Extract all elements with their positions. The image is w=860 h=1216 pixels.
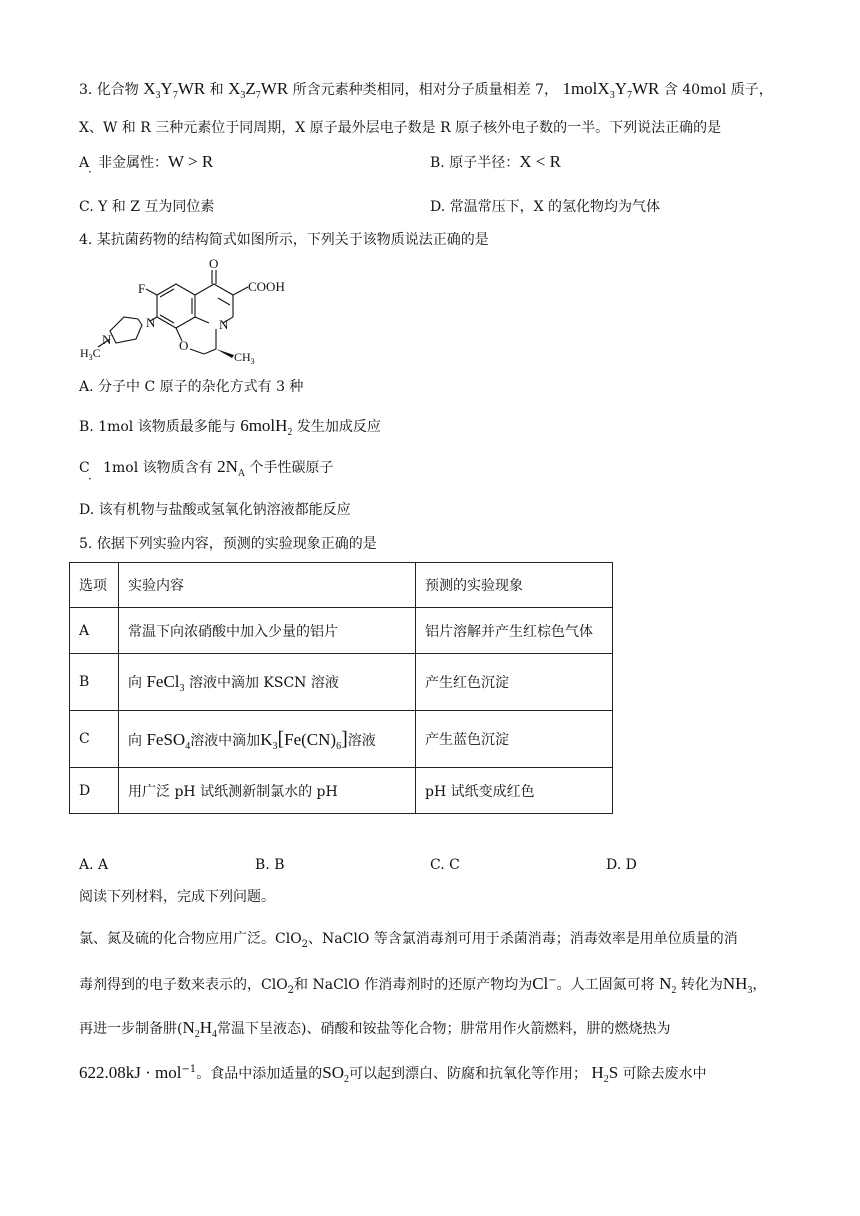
q3-option-d: D. 常温常压下，X 的氢化物均为气体: [430, 199, 661, 215]
q5-answer-d: D. D: [606, 857, 637, 873]
q5-answer-a: A. A: [79, 857, 109, 873]
table-row: C 向 FeSO$_4$溶液中滴加$K_3[Fe(CN)_6]$溶液 产生蓝色沉淀: [70, 711, 613, 768]
label-n-methyl: N: [102, 332, 112, 347]
label-f: F: [138, 281, 146, 296]
q3-option-a: A 非金属性：W > R: [79, 152, 214, 171]
label-o: O: [209, 256, 219, 271]
label-ch3: $CH_3$: [234, 350, 255, 366]
formula-x3y7wr: $X_3Y_7WR$: [143, 79, 206, 101]
header-content: 实验内容: [119, 563, 416, 608]
q3-option-c: C. Y 和 Z 互为同位素: [79, 199, 215, 215]
piperazine-ring: [110, 317, 142, 343]
label-n-pip: N: [146, 315, 156, 330]
q5-stem: 5. 依据下列实验内容，预测的实验现象正确的是: [79, 536, 377, 552]
q4-option-a: A. 分子中 C 原子的杂化方式有 3 种: [79, 379, 304, 395]
label-cooh: COOH: [248, 279, 285, 294]
reading-para-line1: 氯、氮及硫的化合物应用广泛。ClO$_2$、NaClO 等含氯消毒剂可用于杀菌消毒；消毒效率是用单位质量的消: [79, 931, 738, 950]
table-row: D 用广泛 pH 试纸测新制氯水的 pH pH 试纸变成红色: [70, 768, 613, 814]
benzene-ring: [157, 284, 195, 328]
emphasis-dot: ·: [88, 165, 92, 179]
emphasis-dot: ·: [88, 472, 92, 486]
formula-x3z7wr: $X_3Z_7WR$: [228, 79, 289, 101]
label-n-ring: N: [219, 317, 229, 332]
q3-option-b: B. 原子半径：X < R: [430, 152, 561, 171]
molecular-structure: [76, 256, 285, 367]
reading-intro: 阅读下列材料，完成下列问题。: [79, 889, 275, 905]
q3-line2: X、W 和 R 三种元素位于同周期，X 原子最外层电子数是 R 原子核外电子数的一半。下列说法正确的是: [79, 120, 722, 136]
table-row: A 常温下向浓硝酸中加入少量的铝片 铝片溶解并产生红棕色气体: [70, 608, 613, 654]
q3-text: 3. 化合物: [79, 82, 139, 98]
label-h3c: $H_3C$: [80, 346, 101, 362]
table-header-row: [70, 563, 613, 608]
q4-option-b: B. 1mol 该物质最多能与 6molH$_2$ 发生加成反应: [79, 416, 381, 438]
header-result: 预测的实验现象: [416, 563, 613, 608]
reading-para-line4: 622.08kJ · mol$^{-1}$。食品中添加适量的$SO_2$可以起到漂白、防腐和抗氧化等作用； $H_2S$ 可除去废水中: [79, 1063, 707, 1085]
q5-answer-b: B. B: [255, 857, 285, 873]
header-option: 选项: [70, 563, 119, 608]
formula-1mol: $1molX_3Y_7WR$: [562, 79, 660, 101]
table-row: B 向 FeCl$_3$ 溶液中滴加 KSCN 溶液 产生红色沉淀: [70, 654, 613, 711]
q3-line1: 3. 化合物 $X_3Y_7WR$ 和 $X_3Z_7WR$ 所含元素种类相同，相对分子质量相差 7， $1molX_3Y_7WR$ 含 40mol 质子，: [79, 79, 773, 101]
q5-answer-c: C. C: [430, 857, 460, 873]
reading-para-line3: 再进一步制备肼($N_2H_4$常温下呈液态)、硝酸和铵盐等化合物；肼常用作火箭燃料，肼的燃烧热为: [79, 1018, 671, 1040]
reading-para-line2: 毒剂得到的电子数来表示的，ClO$_2$和 NaClO 作消毒剂时的还原产物均为Cl−。人工固氮可将 $N_2$ 转化为$NH_3$，: [79, 974, 767, 996]
label-o-bridge: O: [179, 338, 189, 353]
q4-option-d: D. 该有机物与盐酸或氢氧化钠溶液都能反应: [79, 502, 351, 518]
experiment-table: [69, 562, 613, 814]
q4-stem: 4. 某抗菌药物的结构简式如图所示，下列关于该物质说法正确的是: [79, 232, 489, 248]
q4-option-c: C 1mol 该物质含有 $2N_A$ 个手性碳原子: [79, 457, 334, 479]
